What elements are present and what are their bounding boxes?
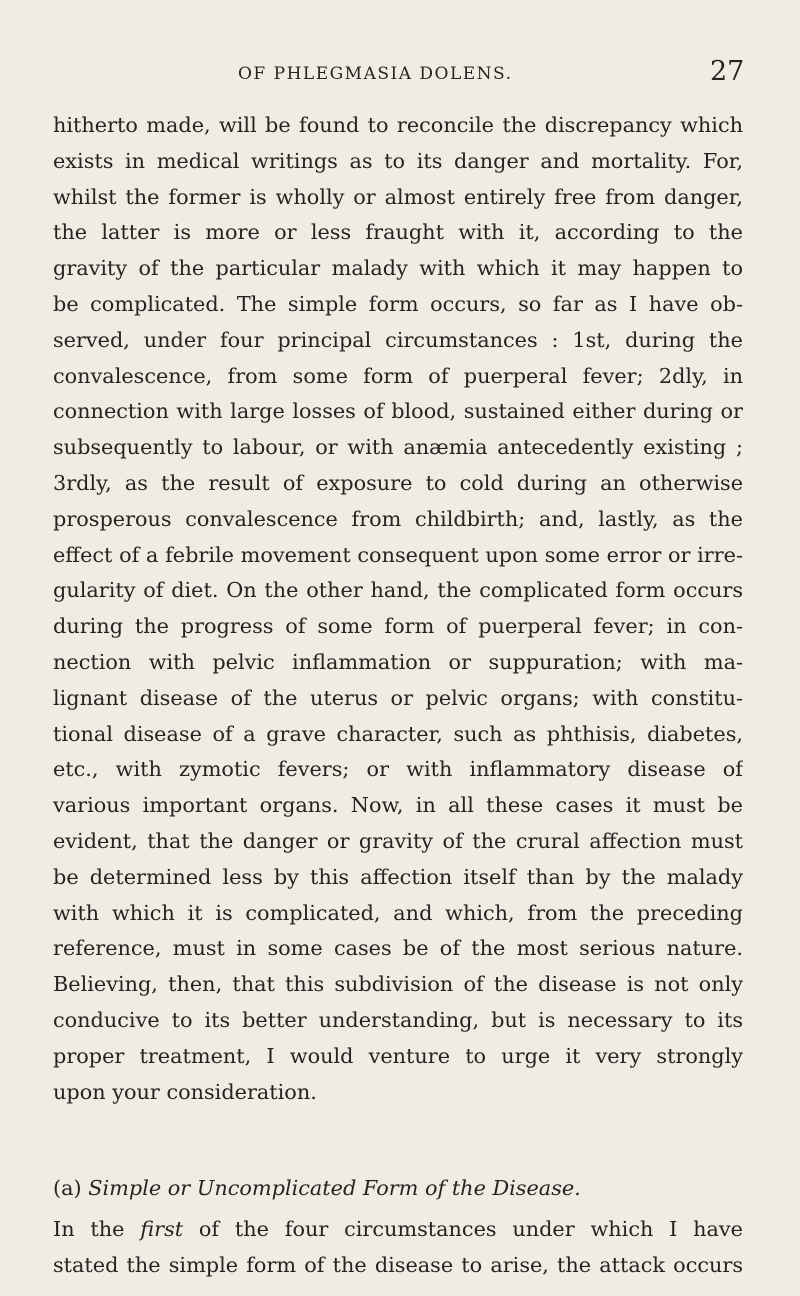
text-line: the latter is more or less fraught with it, according to the — [53, 220, 743, 245]
emphasis-text: first — [140, 1217, 184, 1241]
text-line: upon your consideration. — [53, 1079, 317, 1104]
text-line: be determined less by this affection itself than by the malady — [53, 864, 743, 889]
section-title: Simple or Uncomplicated Form of the Disease. — [88, 1176, 581, 1200]
text-line: gravity of the particular malady with which it may happen to — [53, 256, 743, 281]
body-paragraph-2 — [53, 1212, 743, 1284]
text-line: 3rdly, as the result of exposure to cold during an otherwise — [53, 470, 743, 495]
text-line: lignant disease of the uterus or pelvic organs; with constitu- — [53, 685, 743, 710]
text-line: hitherto made, will be found to reconcile the discrepancy which — [53, 113, 743, 137]
text-line: subsequently to labour, or with anæmia antecedently existing ; — [53, 435, 743, 460]
text-line: whilst the former is wholly or almost entirely free from danger, — [53, 184, 743, 209]
text-line: various important organs. Now, in all these cases it must be — [53, 793, 743, 818]
section-marker: (a) — [53, 1176, 82, 1200]
text-line: Believing, then, that this subdivision of the disease is not only — [53, 972, 743, 997]
text-line: stated the simple form of the disease to arise, the attack occurs — [53, 1252, 743, 1277]
text-line: connection with large losses of blood, sustained either during or — [53, 399, 743, 424]
text-line: evident, that the danger or gravity of the crural affection must — [53, 828, 743, 853]
line-rest-text: of the four circumstances under which I have — [198, 1217, 743, 1241]
text-line: reference, must in some cases be of the most serious nature. — [53, 936, 743, 961]
text-line — [53, 1212, 743, 1248]
text-line: exists in medical writings as to its danger and mortality. For, — [53, 148, 743, 173]
text-line: proper treatment, I would venture to urge it very strongly — [53, 1043, 743, 1068]
running-title: OF PHLEGMASIA DOLENS. — [238, 64, 513, 84]
text-line: gularity of diet. On the other hand, the complicated form occurs — [53, 578, 743, 603]
text-line: tional disease of a grave character, such as phthisis, diabetes, — [53, 721, 743, 746]
text-line: etc., with zymotic fevers; or with inflammatory disease of — [53, 757, 743, 782]
text-line: effect of a febrile movement consequent upon some error or irre- — [53, 542, 743, 567]
lead-text: In the — [53, 1217, 125, 1241]
text-line: be complicated. The simple form occurs, so far as I have ob- — [53, 291, 743, 316]
text-line: conducive to its better understanding, but is necessary to its — [53, 1007, 743, 1032]
text-line: during the progress of some form of puerperal fever; in con- — [53, 614, 743, 639]
body-paragraph — [53, 108, 743, 1110]
text-line: convalescence, from some form of puerperal fever; 2dly, in — [53, 363, 743, 388]
running-head — [0, 56, 800, 94]
text-line: prosperous convalescence from childbirth; and, lastly, as the — [53, 506, 743, 531]
section-heading — [53, 1170, 743, 1206]
text-line: served, under four principal circumstances : 1st, during the — [53, 327, 743, 352]
text-line: with which it is complicated, and which, from the preceding — [53, 900, 743, 925]
text-line: nection with pelvic inflammation or suppuration; with ma- — [53, 649, 743, 674]
page-number: 27 — [710, 56, 745, 87]
